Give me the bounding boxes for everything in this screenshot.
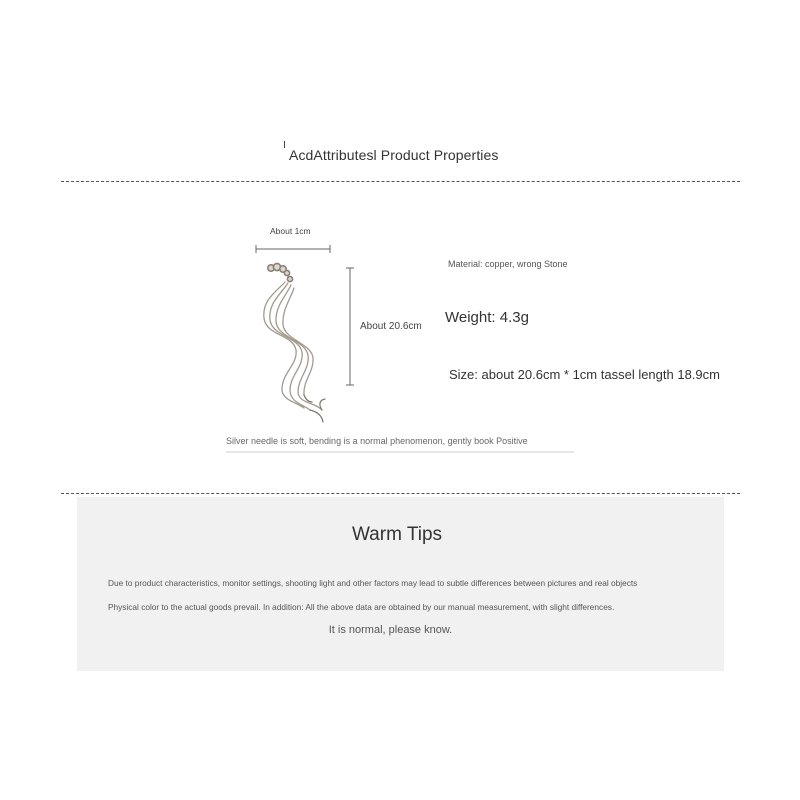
height-dimension-label: About 20.6cm [360, 321, 422, 332]
size-spec: Size: about 20.6cm * 1cm tassel length 18.9cm [449, 367, 720, 382]
warm-tips-title: Warm Tips [351, 524, 443, 545]
caption-underline [226, 451, 574, 453]
warm-tips-line-3: It is normal, please know. [328, 624, 453, 636]
page-title: AcdAttributesl Product Properties [289, 147, 499, 163]
warm-tips-line-1: Due to product characteristics, monitor settings, shooting light and other factors may lead to subtle differences between pictures and real objects [108, 578, 638, 588]
earring-image [264, 263, 325, 422]
warm-tips-panel [77, 497, 724, 671]
width-dimension-label: About 1cm [270, 226, 311, 236]
height-dimension-line [346, 268, 354, 385]
warm-tips-line-2: Physical color to the actual goods prevail. In addition: All the above data are obtained by our manual measurement, with slight differences. [108, 602, 615, 612]
weight-spec: Weight: 4.3g [445, 309, 529, 326]
bottom-dashed-divider [61, 493, 740, 494]
material-spec: Material: copper, wrong Stone [448, 259, 568, 269]
image-caption: Silver needle is soft, bending is a normal phenomenon, gently book Positive [226, 436, 528, 446]
earring-ornament [268, 263, 293, 281]
earring-tassel [264, 282, 322, 410]
width-dimension-line [256, 245, 330, 253]
